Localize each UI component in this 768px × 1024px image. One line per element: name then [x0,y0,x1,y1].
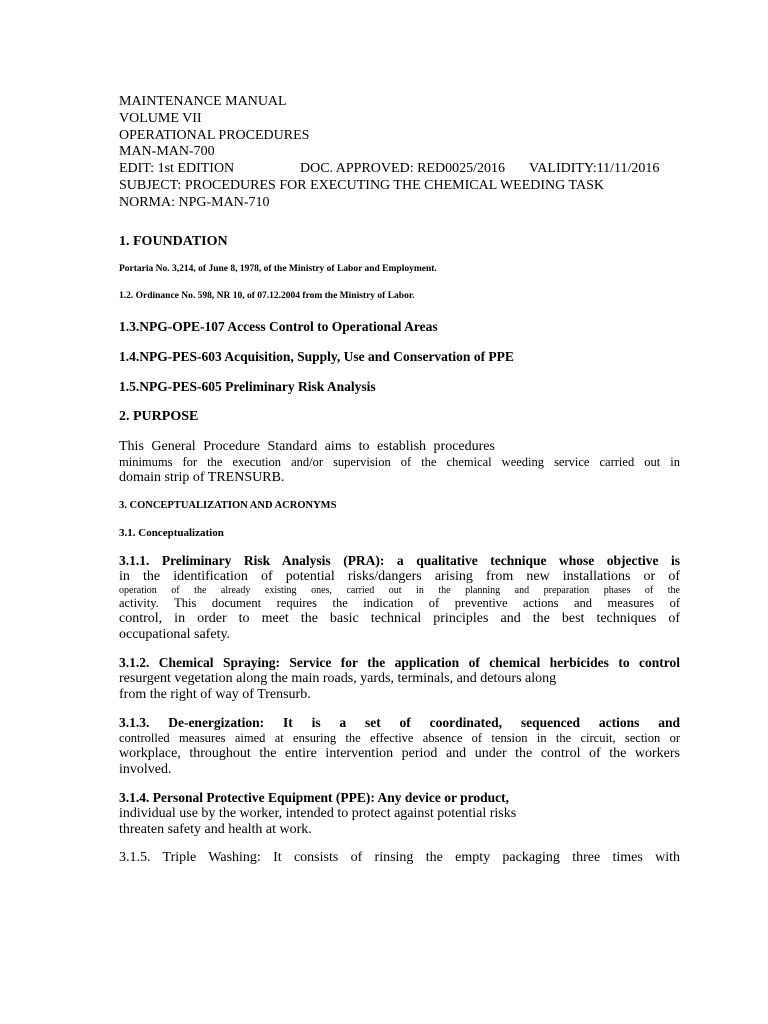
def-313-line-2: controlled measures aimed at ensuring the effective absence of tension in the circuit, section or [119,730,680,745]
validity-label: VALIDITY:11/11/2016 [529,161,660,177]
concepts-heading: 3. CONCEPTUALIZATION AND ACRONYMS [119,499,337,511]
def-311-line-1: 3.1.1. Preliminary Risk Analysis (PRA): a qualitative technique whose objective is [119,552,680,568]
foundation-item-3: 1.3.NPG-OPE-107 Access Control to Operational Areas [119,318,438,334]
document-header [119,94,680,212]
def-312-line-1: 3.1.2. Chemical Spraying: Service for the application of chemical herbicides to control [119,654,680,670]
foundation-item-2: 1.2. Ordinance No. 598, NR 10, of 07.12.2004 from the Ministry of Labor. [119,290,415,301]
def-314-line-2: individual use by the worker, intended to protect against potential risks [119,805,517,821]
def-311-line-5: control, in order to meet the basic technical principles and the best techniques of [119,610,680,626]
foundation-item-1: Portaria No. 3,214, of June 8, 1978, of the Ministry of Labor and Employment. [119,263,437,274]
section-label: OPERATIONAL PROCEDURES [119,127,310,143]
concepts-subheading: 3.1. Conceptualization [119,526,224,539]
edition-label: EDIT: 1st EDITION [119,161,235,177]
definition-3-1-1 [119,553,680,643]
manual-title: MAINTENANCE MANUAL [119,94,287,109]
definition-3-1-5 [119,850,680,866]
doc-approved-label: DOC. APPROVED: RED0025/2016 [300,161,505,177]
def-311-line-2: in the identification of potential risks/dangers arising from new installations or of [119,568,680,584]
foundation-item-4: 1.4.NPG-PES-603 Acquisition, Supply, Use and Conservation of PPE [119,348,514,364]
edition-row [119,161,680,178]
document-page [119,94,680,866]
purpose-heading: 2. PURPOSE [119,408,199,424]
purpose-line-2: minimums for the execution and/or supervision of the chemical weeding service carried out in [119,454,680,469]
def-311-line-3: operation of the already existing ones, carried out in the planning and preparation phases of the [119,584,680,596]
volume-label: VOLUME VII [119,110,202,126]
def-312-line-2: resurgent vegetation along the main roads, yards, terminals, and detours along [119,670,557,686]
def-314-line-1: 3.1.4. Personal Protective Equipment (PPE): Any device or product, [119,789,509,805]
def-313-line-4: involved. [119,761,172,777]
purpose-paragraph [119,439,680,486]
def-313-line-3: workplace, throughout the entire intervention period and under the control of the workers [119,745,680,761]
norma-line: NORMA: NPG-MAN-710 [119,194,270,210]
definition-3-1-3 [119,715,680,778]
foundation-item-5: 1.5.NPG-PES-605 Preliminary Risk Analysis [119,378,376,394]
definition-3-1-4 [119,790,680,838]
purpose-line-1: This General Procedure Standard aims to establish procedures [119,438,495,454]
manual-code: MAN-MAN-700 [119,144,215,160]
def-312-line-3: from the right of way of Trensurb. [119,686,311,702]
def-311-line-6: occupational safety. [119,626,231,642]
purpose-line-3: domain strip of TRENSURB. [119,469,285,485]
foundation-heading: 1. FOUNDATION [119,233,228,249]
subject-line: SUBJECT: PROCEDURES FOR EXECUTING THE CHEMICAL WEEDING TASK [119,177,604,193]
definition-3-1-2 [119,655,680,703]
def-311-line-4: activity. This document requires the indication of preventive actions and measures of [119,595,680,610]
def-313-line-1: 3.1.3. De-energization: It is a set of coordinated, sequenced actions and [119,714,680,730]
def-314-line-3: threaten safety and health at work. [119,821,312,837]
def-315-line-1: 3.1.5. Triple Washing: It consists of rinsing the empty packaging three times with [119,849,680,865]
